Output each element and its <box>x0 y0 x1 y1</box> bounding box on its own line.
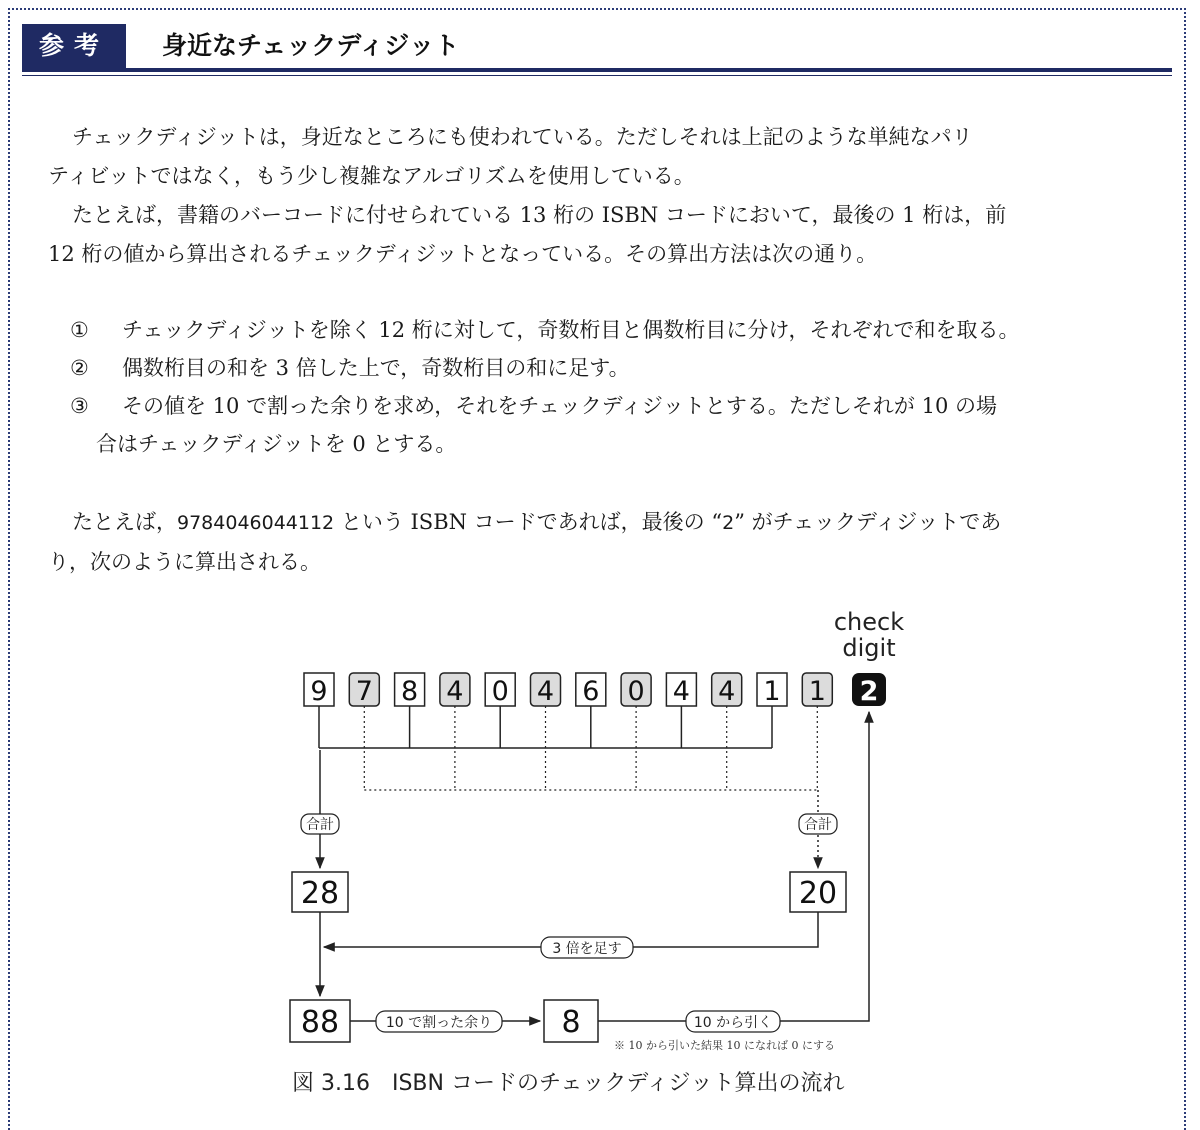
remainder-value: 8 <box>561 1005 581 1040</box>
isbn-digit: 9 <box>310 676 328 707</box>
isbn-digit: 0 <box>627 676 645 707</box>
step-number: ① <box>70 318 89 342</box>
step-number: ② <box>70 356 89 380</box>
subtract-arrow <box>598 712 869 1021</box>
example-last-digit: 2 <box>722 512 735 534</box>
step-text-continued: 合はチェックディジットを 0 とする。 <box>96 432 457 456</box>
connector-lines <box>319 706 817 790</box>
step-text: 偶数桁目の和を 3 倍した上で，奇数桁目の和に足す。 <box>122 356 630 380</box>
isbn-digit: 8 <box>401 676 419 707</box>
isbn-digit: 1 <box>763 676 781 707</box>
zero-note: ※ 10 から引いた結果 10 になれば 0 にする <box>614 1039 835 1052</box>
figure-caption: 図 3.16 ISBN コードのチェックディジット算出の流れ <box>292 1071 845 1096</box>
paragraph-1-line-2: ティビットではなく，もう少し複雑なアルゴリズムを使用している。 <box>48 164 695 188</box>
total-value: 88 <box>300 1005 340 1040</box>
example-line-2: り，次のように算出される。 <box>48 550 321 574</box>
odd-sum-label: 合計 <box>306 817 334 833</box>
isbn-digit: 6 <box>582 676 600 707</box>
check-label-line-1: check <box>833 608 905 636</box>
paragraph-1-line-1: チェックディジットは，身近なところにも使われている。ただしそれは上記のような単純なパリ <box>72 125 973 149</box>
step-text: その値を 10 で割った余りを求め，それをチェックディジットとする。ただしそれが 10 の場 <box>122 394 997 418</box>
example-pre: たとえば， <box>72 510 177 534</box>
isbn-digit: 4 <box>446 676 464 707</box>
mod-label: 10 で割った余り <box>385 1015 493 1031</box>
step-number: ③ <box>70 394 89 418</box>
isbn-digit: 4 <box>672 676 690 707</box>
example-post: ” がチェックディジットであ <box>734 510 1002 534</box>
paragraph-2-line-2: 12 桁の値から算出されるチェックディジットとなっている。その算出方法は次の通り。 <box>48 242 878 266</box>
even-sum-label: 合計 <box>804 817 832 833</box>
check-digit: 2 <box>859 676 879 707</box>
isbn-digit: 7 <box>355 676 373 707</box>
example-mid: という ISBN コードであれば，最後の “ <box>334 510 723 534</box>
even-sum-value: 20 <box>798 876 838 911</box>
note-badge: 参考 <box>22 24 126 68</box>
paragraph-2-line-1: たとえば，書籍のバーコードに付せられている 13 桁の ISBN コードにおいて，最後の 1 桁は，前 <box>72 203 1007 227</box>
check-label-line-2: digit <box>842 634 896 662</box>
step-text: チェックディジットを除く 12 桁に対して，奇数桁目と偶数桁目に分け，それぞれで和を取る。 <box>122 318 1020 342</box>
odd-sum-value: 28 <box>300 876 340 911</box>
isbn-digit: 1 <box>808 676 826 707</box>
triple-add-label: 3 倍を足す <box>552 941 622 957</box>
example-isbn-code: 9784046044112 <box>177 512 335 534</box>
subtract-label: 10 から引く <box>693 1015 773 1031</box>
note-title: 身近なチェックディジット <box>162 31 460 60</box>
digit-row <box>304 673 886 707</box>
isbn-digit: 0 <box>491 676 509 707</box>
isbn-digit: 4 <box>536 676 555 707</box>
isbn-digit: 4 <box>718 676 736 707</box>
